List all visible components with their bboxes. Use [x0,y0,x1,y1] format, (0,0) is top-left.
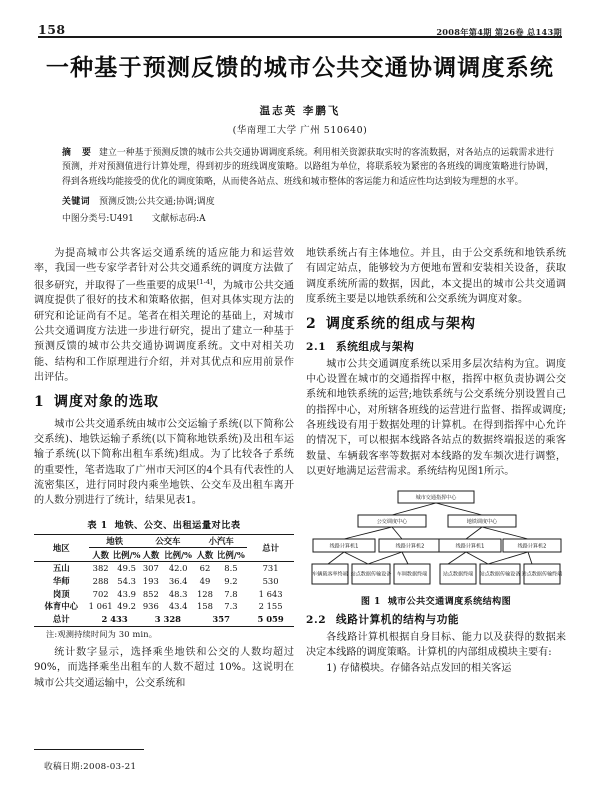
connector-l2a-l3b [392,527,402,539]
cell-total: 731 [262,563,279,574]
clc-value: U491 [109,213,134,224]
th-bus-count: 人数 [142,549,160,560]
box-line-computer-2-label: 线路计算机2 [395,543,425,550]
figure-1-wrapper [306,488,566,607]
reference-marker: [1-4] [196,277,213,286]
th-bus-pct: 比例/% [164,549,193,560]
cell-total: 1 643 [258,588,283,599]
header-rule [38,36,562,38]
table-row [34,575,294,588]
th-group-car: 小汽车 [195,534,247,548]
box-line-computer-1-label: 线路计算机1 [329,543,359,550]
cell-car-count: 49 [199,575,211,586]
box-metro-center-label: 地铁调度中心 [466,519,498,526]
cell-metro-pct: 54.3 [117,575,136,586]
received-date: 收稿日期:2008-03-21 [44,762,137,772]
th-group-metro: 地铁 [89,534,141,548]
cell-car-pct: 9.2 [224,575,238,586]
cell-total-car: 357 [212,614,230,624]
th-region: 地区 [52,542,70,553]
section-1-paragraph: 城市公共交通系统由城市公交运输子系统(以下简称公交系统)、地铁运输子系统(以下简称地铁系统)及出租车运输子系统(以下简称出租车系统)组成。为了比较各子系统的重要性，笔者选取了广州市天河区的4个具有代表性的人流密集区，进行同时段内乘坐地铁、公交车及出租车离开的人数分别进行了统计，结果见表1。 [34,418,294,507]
cell-total-metro: 2 433 [101,614,128,624]
connector-root-left [392,503,436,515]
subsection-2-2-title: 线路计算机的结构与功能 [336,614,460,627]
clc-label: 中图分类号: [62,213,110,224]
subsection-2-1-title: 系统组成与架构 [336,340,415,353]
box-root-label: 城市交通指挥中心 [415,495,457,502]
cell-bus-pct: 36.4 [168,575,188,586]
abstract-label: 摘 要 [62,148,95,158]
th-metro-count: 人数 [92,549,109,560]
th-total: 总计 [262,542,279,553]
page-number: 158 [38,21,66,37]
table-1-number: 表 1 [87,519,108,531]
cell-metro-count: 382 [92,563,109,574]
cell-bus-count: 936 [142,601,159,612]
doc-code-value: A [199,213,206,224]
connector-root-right [436,503,482,515]
cell-region: 岗顶 [52,588,70,599]
abstract-text: 建立一种基于预测反馈的城市公共交通协调调度系统。利用相关资源获取实时的客流数据，对各站点的运载需求进行预测，并对预测值进行计算处理，得到初步的班线调度策略。以路组为单位，将联系较为紧密的各班线的调度策略进行协调，得到各班线均能接受的优化的调度策略，从而使各站点、班线和城市整体的客运能力和适应性均达到较为理想的水平。 [62,148,554,187]
table-1-caption [34,517,294,531]
box-line-computer-3-label: 线路计算机1 [455,543,485,550]
system-architecture-diagram [306,488,566,591]
cell-car-pct: 7.8 [224,588,238,599]
connector-l2a-l3a [344,527,392,539]
table-head [34,534,294,561]
box-terminal-5-label: 站点数据传输设备 [479,571,521,578]
abstract-block [62,146,554,226]
footnote-rule [34,749,144,750]
connector-l3a-l4a [328,552,344,564]
connector-l3a-l4b [344,552,368,564]
keywords-text: 预测反馈;公共交通;协调;调度 [99,197,215,208]
cell-bus-pct: 43.4 [168,601,188,612]
table-row [34,562,294,575]
connector-l3d-l4e [488,552,528,564]
after-table-paragraph: 统计数字显示，选择乘坐地铁和公交的人数均超过 90%，而选择乘坐出租车的人数不超过 10%。这说明在城市公共交通运输中，公交系统和 [34,647,294,689]
connector-l3b-l4b [368,552,402,564]
table-note: 注:观测持续时间为 30 min。 [46,629,158,640]
section-heading-2 [306,316,566,334]
box-terminal-2-label: 站点数据传输设备 [350,571,392,578]
connector-l3d-l4f [528,552,532,564]
keywords-line [62,195,554,209]
cell-bus-count: 852 [142,588,159,599]
section-1-title: 调度对象的选取 [54,394,159,411]
keywords-label: 关键词 [62,197,91,208]
intro-text: 为提高城市公共客运交通系统的适应能力和运营效率，我国一些专家学者针对公共交通系统的调度方法做了很多研究，并取得了一些重要的成果 [34,248,294,292]
box-terminal-6-label: 站点数据传输终端 [521,571,563,578]
abstract-paragraph [62,146,554,189]
subsection-2-2-number: 2.2 [306,614,327,627]
connector-l3b-l4c [402,552,408,564]
volume-comparison-table [34,534,294,627]
subsection-heading-2-1 [306,341,566,355]
subsection-heading-2-2 [306,614,566,628]
connector-l3c-l4d [448,552,466,564]
cell-metro-count: 702 [92,588,109,599]
intro-continued: ，为城市公共交通调度提供了很好的技术和策略依据，但对具体实现方法的研究和论证尚有不足。笔者在相关理论的基础上，对城市公共交通调度方法进一步进行研究，提出了建立一种基于预测反馈的城市公共交通协调调度系统。文中对相关功能、结构和工作原理进行介绍，并对其优点和应用前景作出评估。 [34,280,295,383]
cell-total: 530 [262,575,279,586]
cell-region: 华师 [52,575,70,586]
subsection-2-2-paragraph-1: 各线路计算机根据自身目标、能力以及获得的数据来决定本线路的调度策略。计算机的内部组成模块主要有: [306,631,566,659]
table-1-title: 地铁、公交、出租运量对比表 [114,519,241,531]
th-car-count: 人数 [196,549,214,560]
cell-car-count: 128 [196,588,213,599]
table-row [34,600,294,613]
connector-l3c-l4e [466,552,488,564]
section-2-title: 调度系统的组成与架构 [326,316,476,333]
th-car-pct: 比例/% [217,549,245,560]
cell-metro-pct: 49.2 [117,601,136,612]
cell-car-pct: 8.5 [224,563,238,574]
section-2-number: 2 [306,316,317,333]
right-column [306,246,566,676]
box-terminal-1-label: 车辆载客率终端 [312,571,348,578]
subsection-2-2-paragraph-2: 1) 存储模块。存储各站点发回的相关客运 [326,662,512,674]
figure-1-title: 城市公共交通调度系统结构图 [387,596,512,608]
table-row [34,588,294,601]
cell-bus-count: 193 [142,575,159,586]
cell-metro-count: 1 061 [88,601,113,612]
author-affiliation: (华南理工大学 广州 510640) [232,125,368,136]
box-bus-center-label: 公交调度中心 [376,519,408,526]
table-group-header-row [34,534,294,548]
cell-bus-pct: 42.0 [168,563,188,574]
box-terminal-4-label: 站点数据终端 [442,571,474,578]
doc-code-label: 文献标志码: [151,213,200,224]
figure-1-number: 图 1 [360,596,381,608]
intro-paragraph [34,246,294,385]
cell-total-label: 总计 [52,614,70,624]
issue-info: 2008年第4期 第26卷 总143期 [436,26,562,37]
cell-metro-count: 288 [92,575,109,586]
cell-metro-pct: 49.5 [117,563,136,574]
connector-l2b-l3c [466,527,482,539]
box-terminal-3-label: 车调数据终端 [396,571,428,578]
cell-metro-pct: 43.9 [117,588,136,599]
cell-car-count: 158 [196,601,213,612]
article-authors: 温志英 李鹏飞 [259,105,341,117]
table-total-row [34,613,294,626]
section-heading-1 [34,394,294,412]
th-metro-pct: 比例/% [112,549,141,560]
right-top-paragraph: 地铁系统占有主体地位。并且，由于公交系统和地铁系统有固定站点，能够较为方便地布置和安装相关设备，获取调度系统所需的数据，因此，本文提出的城市公共交通调度系统主要是以地铁系统和公交系统为调度对象。 [306,248,566,305]
cell-total-bus: 3 328 [154,614,181,624]
th-group-bus: 公交车 [141,534,196,548]
subsection-2-1-paragraph: 城市公共交通调度系统以采用多层次结构为宜。调度中心设置在城市的交通指挥中枢，指挥中枢负责协调公交系统和地铁系统的运营;地铁系统与公交系统分别设置自己的指挥中心，对所辖各班线的运营进行监督、指挥或调度;各班线设有用于数据处理的计算机。在得到指挥中心允许的情况下，可以根据本线路各站点的数据终端报送的乘客数量、车辆载客率等数据对本线路的发车频次进行调整，以更好地满足运营需求。系统结构见图1所示。 [306,358,566,477]
subsection-2-1-number: 2.1 [306,340,327,353]
body-columns [34,246,570,778]
section-1-number: 1 [34,394,45,411]
cell-total: 2 155 [258,601,283,612]
cell-region: 体育中心 [44,601,79,612]
classification-line [62,212,554,226]
cell-grand-total: 5 059 [257,614,284,624]
cell-bus-count: 307 [142,563,159,574]
box-line-computer-4-label: 线路计算机2 [517,543,547,550]
cell-car-count: 62 [199,563,211,574]
left-column [34,246,294,691]
connector-l2b-l3d [482,527,528,539]
cell-car-pct: 7.3 [224,601,238,612]
article-title: 一种基于预测反馈的城市公共交通协调调度系统 [45,54,555,81]
figure-1-caption [306,594,566,607]
table-body [34,562,294,626]
cell-bus-pct: 48.3 [168,588,188,599]
table-1-wrapper [34,517,294,640]
running-head [38,18,562,36]
cell-region: 五山 [52,563,70,574]
